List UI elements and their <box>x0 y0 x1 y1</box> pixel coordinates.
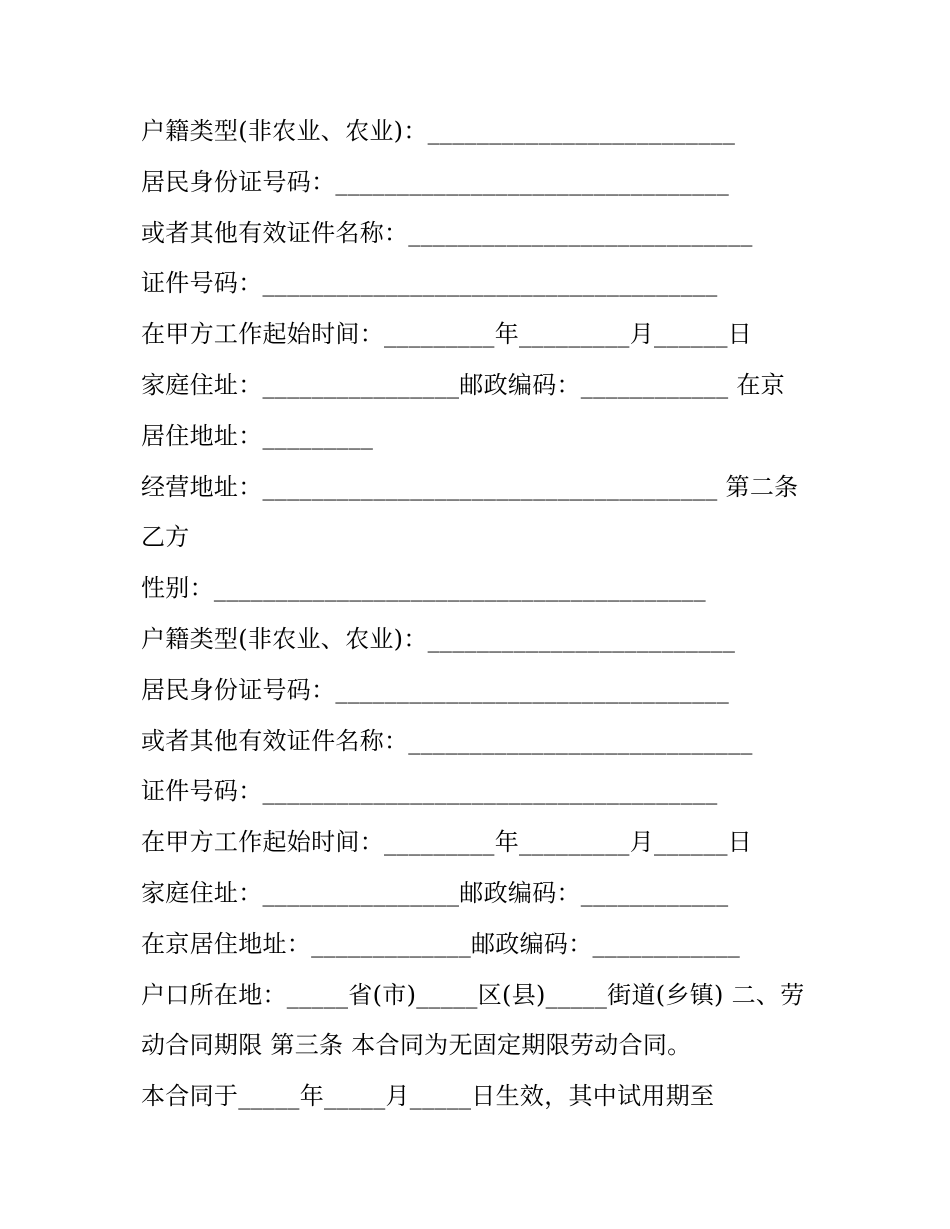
residence-address-line-1: 居住地址：_________ <box>141 421 374 450</box>
business-address-line: 经营地址：_____________________________________ 第二条 <box>141 472 799 501</box>
gender-line: 性别：________________________________________ <box>141 574 706 603</box>
start-date-line-2: 在甲方工作起始时间：_________年_________月______日 <box>141 828 753 857</box>
id-no-line-2: 证件号码：_____________________________________ <box>141 777 718 806</box>
home-address-line-2: 家庭住址：________________邮政编码：____________ <box>141 878 729 907</box>
effective-date-line: 本合同于_____年_____月_____日生效，其中试用期至 <box>141 1082 715 1111</box>
other-id-name-line-2: 或者其他有效证件名称：____________________________ <box>141 726 753 755</box>
household-type-line-2: 户籍类型(非农业、农业)：_________________________ <box>141 624 736 653</box>
id-no-line-1: 证件号码：_____________________________________ <box>141 269 718 298</box>
beijing-address-line: 在京居住地址：_____________邮政编码：____________ <box>141 929 741 958</box>
id-number-line-2: 居民身份证号码：________________________________ <box>141 675 729 704</box>
id-number-line-1: 居民身份证号码：________________________________ <box>141 167 729 196</box>
contract-term-line: 动合同期限 第三条 本合同为无固定期限劳动合同。 <box>141 1031 692 1060</box>
party-b-heading: 乙方 <box>141 523 190 552</box>
hukou-location-line: 户口所在地：_____省(市)_____区(县)_____街道(乡镇) 二、劳 <box>141 980 805 1009</box>
home-address-line-1: 家庭住址：________________邮政编码：____________ 在京 <box>141 370 785 399</box>
other-id-name-line-1: 或者其他有效证件名称：____________________________ <box>141 218 753 247</box>
document-page <box>141 106 821 1122</box>
household-type-line-1: 户籍类型(非农业、农业)：_________________________ <box>141 117 736 145</box>
start-date-line-1: 在甲方工作起始时间：_________年_________月______日 <box>141 320 753 349</box>
